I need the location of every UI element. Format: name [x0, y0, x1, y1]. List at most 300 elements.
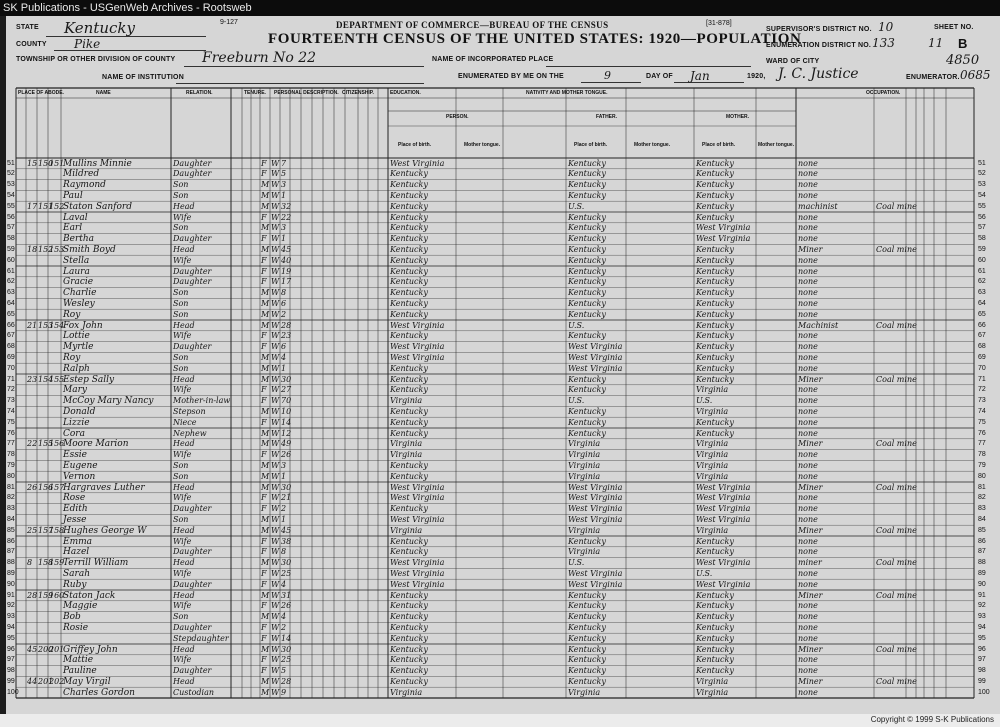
row-number: 59	[7, 245, 15, 253]
row-number-right: 78	[978, 451, 986, 459]
cell-sex: F	[261, 255, 267, 265]
cell-relation: Wife	[173, 568, 192, 578]
cell-age: 28	[281, 676, 292, 686]
cell-race: W	[271, 482, 280, 492]
cell-name: Roy	[63, 352, 81, 363]
cell-father-birth: Kentucky	[568, 266, 606, 276]
cell-family: 154	[38, 374, 54, 384]
cell-mother-birth: Virginia	[696, 460, 729, 470]
cell-birth: Kentucky	[390, 406, 428, 416]
department-line: DEPARTMENT OF COMMERCE—BUREAU OF THE CENSUS	[336, 20, 609, 30]
row-number-right: 77	[978, 440, 986, 448]
row-number: 86	[7, 537, 15, 545]
cell-mother-birth: Virginia	[696, 471, 729, 481]
cell-relation: Son	[173, 363, 189, 373]
cell-sex: F	[261, 277, 267, 287]
row-number: 69	[7, 353, 15, 361]
footer-bar	[0, 714, 1000, 727]
cell-occupation: none	[798, 579, 818, 589]
cell-name: Mary	[63, 385, 87, 396]
cell-age: 26	[281, 450, 292, 460]
cell-age: 1	[281, 514, 287, 524]
column-group-5: PERSONAL DESCRIPTION.	[274, 90, 339, 96]
cell-relation: Son	[173, 190, 189, 200]
cell-name: Sarah	[63, 568, 90, 579]
cell-relation: Head	[173, 590, 195, 600]
column-group-8: NATIVITY AND MOTHER TONGUE.	[526, 90, 608, 96]
cell-dwelling: 22	[27, 439, 38, 449]
cell-mother-birth: Kentucky	[696, 601, 734, 611]
cell-name: Lottie	[63, 331, 90, 342]
cell-birth: West Virginia	[390, 352, 445, 362]
cell-father-birth: West Virginia	[568, 482, 623, 492]
cell-name: Staton Jack	[63, 590, 116, 601]
row-number-right: 73	[978, 397, 986, 405]
cell-birth: Kentucky	[390, 363, 428, 373]
row-number: 55	[7, 202, 15, 210]
cell-occupation: none	[798, 363, 818, 373]
cell-relation: Head	[173, 320, 195, 330]
cell-race: W	[271, 428, 280, 438]
cell-birth: West Virginia	[390, 568, 445, 578]
cell-industry: Coal mine	[876, 244, 917, 254]
cell-name: Eugene	[63, 460, 98, 471]
row-number: 75	[7, 418, 15, 426]
column-group-7: EDUCATION.	[390, 90, 421, 96]
row-number-right: 57	[978, 224, 986, 232]
cell-race: W	[271, 525, 280, 535]
cell-age: 31	[281, 590, 292, 600]
cell-sex: M	[261, 298, 270, 308]
cell-birth: West Virginia	[390, 320, 445, 330]
cell-sex: F	[261, 234, 267, 244]
cell-race: W	[271, 493, 280, 503]
cell-relation: Daughter	[173, 342, 212, 352]
cell-industry: Coal mine	[876, 482, 917, 492]
census-title: FOURTEENTH CENSUS OF THE UNITED STATES: 1920—POPULATION	[268, 31, 802, 47]
cell-father-birth: Kentucky	[568, 601, 606, 611]
cell-name: Rose	[63, 493, 86, 504]
cell-age: 30	[281, 482, 292, 492]
cell-father-birth: Kentucky	[568, 223, 606, 233]
cell-sex: F	[261, 579, 267, 589]
row-number-right: 85	[978, 526, 986, 534]
cell-mother-birth: Kentucky	[696, 612, 734, 622]
cell-sex: M	[261, 190, 270, 200]
row-number: 89	[7, 569, 15, 577]
cell-industry: Coal mine	[876, 201, 917, 211]
row-number-right: 53	[978, 181, 986, 189]
cell-dwelling: 23	[27, 374, 38, 384]
cell-sex: F	[261, 385, 267, 395]
form-code: [31-878]	[706, 20, 732, 27]
cell-relation: Daughter	[173, 169, 212, 179]
cell-father-birth: Kentucky	[568, 406, 606, 416]
row-number: 100	[7, 688, 19, 696]
row-number: 66	[7, 321, 15, 329]
cell-occupation: none	[798, 622, 818, 632]
cell-age: 40	[281, 255, 292, 265]
cell-sex: F	[261, 568, 267, 578]
cell-relation: Son	[173, 223, 189, 233]
row-number: 93	[7, 613, 15, 621]
cell-age: 70	[281, 396, 292, 406]
cell-race: W	[271, 590, 280, 600]
cell-race: W	[271, 212, 280, 222]
cell-occupation: Miner	[798, 244, 823, 254]
cell-industry: Coal mine	[876, 320, 917, 330]
cell-birth: Kentucky	[390, 244, 428, 254]
cell-name: Fox John	[63, 320, 103, 331]
cell-birth: Kentucky	[390, 234, 428, 244]
cell-occupation: none	[798, 255, 818, 265]
cell-relation: Daughter	[173, 266, 212, 276]
row-number: 56	[7, 213, 15, 221]
row-number-right: 90	[978, 580, 986, 588]
cell-father-birth: Kentucky	[568, 644, 606, 654]
cell-mother-birth: West Virginia	[696, 514, 751, 524]
cell-relation: Head	[173, 676, 195, 686]
cell-race: W	[271, 169, 280, 179]
enum-day: 9	[604, 69, 611, 82]
cell-family: 201	[38, 676, 54, 686]
cell-sex: F	[261, 331, 267, 341]
cell-mother-birth: Kentucky	[696, 331, 734, 341]
row-number-right: 94	[978, 623, 986, 631]
cell-name: Earl	[63, 223, 83, 234]
row-number-right: 82	[978, 494, 986, 502]
cell-birth: West Virginia	[390, 579, 445, 589]
row-number: 80	[7, 472, 15, 480]
cell-relation: Wife	[173, 655, 192, 665]
cell-occupation: none	[798, 180, 818, 190]
cell-age: 14	[281, 417, 292, 427]
row-number: 95	[7, 634, 15, 642]
cell-age: 14	[281, 633, 292, 643]
cell-name: Vernon	[63, 471, 96, 482]
cell-sex: F	[261, 493, 267, 503]
cell-dwelling: 45	[27, 644, 38, 654]
cell-occupation: none	[798, 169, 818, 179]
cell-visit: 151	[49, 158, 65, 168]
cell-age: 17	[281, 277, 292, 287]
row-number: 73	[7, 397, 15, 405]
state-value: Kentucky	[64, 19, 135, 37]
cell-sex: M	[261, 471, 270, 481]
cell-occupation: none	[798, 568, 818, 578]
cell-age: 45	[281, 525, 292, 535]
cell-father-birth: U.S.	[568, 396, 585, 406]
cell-mother-birth: Kentucky	[696, 320, 734, 330]
cell-sex: M	[261, 514, 270, 524]
cell-father-birth: West Virginia	[568, 493, 623, 503]
row-number-right: 97	[978, 656, 986, 664]
cell-mother-birth: Kentucky	[696, 363, 734, 373]
cell-birth: Virginia	[390, 525, 423, 535]
cell-occupation: none	[798, 396, 818, 406]
cell-mother-birth: West Virginia	[696, 493, 751, 503]
cell-age: 2	[281, 504, 287, 514]
cell-occupation: none	[798, 352, 818, 362]
row-number: 78	[7, 451, 15, 459]
cell-sex: M	[261, 244, 270, 254]
cell-birth: Kentucky	[390, 612, 428, 622]
cell-race: W	[271, 439, 280, 449]
enum-month: Jan	[690, 69, 710, 83]
cell-age: 49	[281, 439, 292, 449]
cell-name: Gracie	[63, 277, 94, 288]
cell-relation: Wife	[173, 536, 192, 546]
column-group-6: CITIZENSHIP.	[342, 90, 374, 96]
enumerator-name: J. C. Justice	[778, 66, 859, 82]
row-number: 79	[7, 461, 15, 469]
cell-relation: Son	[173, 471, 189, 481]
cell-race: W	[271, 558, 280, 568]
cell-sex: F	[261, 536, 267, 546]
cell-father-birth: Kentucky	[568, 385, 606, 395]
cell-name: Hargraves Luther	[63, 482, 145, 493]
cell-name: Terrill William	[63, 558, 129, 569]
cell-father-birth: Kentucky	[568, 374, 606, 384]
cell-father-birth: Kentucky	[568, 255, 606, 265]
row-number-right: 88	[978, 559, 986, 567]
cell-occupation: Machinist	[798, 320, 839, 330]
cell-name: Emma	[63, 536, 93, 547]
row-number-right: 84	[978, 515, 986, 523]
cell-mother-birth: West Virginia	[696, 482, 751, 492]
cell-race: W	[271, 288, 280, 298]
column-group-9: OCCUPATION.	[866, 90, 901, 96]
cell-visit: 153	[49, 244, 65, 254]
cell-age: 10	[281, 406, 292, 416]
cell-relation: Wife	[173, 385, 192, 395]
cell-birth: Kentucky	[390, 201, 428, 211]
cell-name: Smith Boyd	[63, 244, 116, 255]
cell-relation: Stepson	[173, 406, 206, 416]
row-number-right: 87	[978, 548, 986, 556]
cell-occupation: none	[798, 601, 818, 611]
cell-relation: Wife	[173, 450, 192, 460]
cell-father-birth: U.S.	[568, 201, 585, 211]
cell-relation: Wife	[173, 493, 192, 503]
cell-father-birth: Kentucky	[568, 331, 606, 341]
cell-father-birth: Virginia	[568, 450, 601, 460]
cell-name: Estep Sally	[63, 374, 115, 385]
cell-age: 6	[281, 342, 287, 352]
cell-family: 156	[38, 482, 54, 492]
site-header-bar	[0, 0, 1000, 16]
cell-visit: 154	[49, 320, 65, 330]
copyright-text: Copyright © 1999 S-K Publications	[870, 715, 994, 724]
cell-occupation: none	[798, 190, 818, 200]
cell-father-birth: Virginia	[568, 547, 601, 557]
cell-age: 23	[281, 331, 292, 341]
cell-father-birth: West Virginia	[568, 504, 623, 514]
cell-occupation: none	[798, 385, 818, 395]
row-number: 98	[7, 667, 15, 675]
cell-mother-birth: Kentucky	[696, 536, 734, 546]
row-number: 76	[7, 429, 15, 437]
cell-relation: Son	[173, 180, 189, 190]
supervisor-value: 10	[878, 20, 894, 34]
cell-occupation: none	[798, 655, 818, 665]
row-number: 82	[7, 494, 15, 502]
cell-sex: M	[261, 180, 270, 190]
cell-relation: Daughter	[173, 547, 212, 557]
cell-mother-birth: Kentucky	[696, 590, 734, 600]
cell-mother-birth: Kentucky	[696, 352, 734, 362]
cell-occupation: none	[798, 547, 818, 557]
cell-family: 159	[38, 590, 54, 600]
cell-name: Griffey John	[63, 644, 118, 655]
cell-name: Charlie	[63, 288, 97, 299]
stamp-number-1: 4850	[946, 53, 980, 68]
cell-relation: Daughter	[173, 622, 212, 632]
cell-race: W	[271, 644, 280, 654]
cell-race: W	[271, 601, 280, 611]
enum-district-label: ENUMERATION DISTRICT NO.	[766, 42, 872, 49]
cell-sex: M	[261, 558, 270, 568]
cell-father-birth: Kentucky	[568, 590, 606, 600]
row-number: 72	[7, 386, 15, 394]
cell-birth: Virginia	[390, 439, 423, 449]
cell-family: 150	[38, 158, 54, 168]
cell-birth: West Virginia	[390, 342, 445, 352]
cell-birth: Kentucky	[390, 298, 428, 308]
cell-occupation: none	[798, 633, 818, 643]
cell-race: W	[271, 547, 280, 557]
cell-father-birth: Kentucky	[568, 622, 606, 632]
row-number: 97	[7, 656, 15, 664]
row-number-right: 67	[978, 332, 986, 340]
row-number: 52	[7, 170, 15, 178]
cell-race: W	[271, 298, 280, 308]
cell-age: 8	[281, 288, 287, 298]
cell-birth: Kentucky	[390, 266, 428, 276]
nativity-subgroup: PERSON.	[446, 114, 469, 120]
cell-occupation: none	[798, 514, 818, 524]
cell-family: 153	[38, 320, 54, 330]
year-label: 1920,	[747, 73, 766, 80]
cell-sex: F	[261, 450, 267, 460]
cell-birth: Kentucky	[390, 666, 428, 676]
cell-relation: Daughter	[173, 579, 212, 589]
cell-age: 28	[281, 320, 292, 330]
cell-father-birth: Virginia	[568, 460, 601, 470]
row-number-right: 93	[978, 613, 986, 621]
row-number-right: 86	[978, 537, 986, 545]
row-number-right: 100	[978, 688, 990, 696]
cell-mother-birth: U.S.	[696, 396, 713, 406]
row-number-right: 51	[978, 159, 986, 167]
cell-birth: Kentucky	[390, 547, 428, 557]
cell-age: 1	[281, 363, 287, 373]
cell-age: 22	[281, 212, 292, 222]
cell-family: 158	[38, 558, 54, 568]
cell-relation: Head	[173, 644, 195, 654]
cell-birth: Kentucky	[390, 601, 428, 611]
row-number: 67	[7, 332, 15, 340]
cell-race: W	[271, 180, 280, 190]
cell-age: 38	[281, 536, 292, 546]
cell-dwelling: 25	[27, 525, 38, 535]
row-number: 53	[7, 181, 15, 189]
cell-mother-birth: Kentucky	[696, 244, 734, 254]
cell-family: 151	[38, 201, 54, 211]
cell-race: W	[271, 396, 280, 406]
cell-mother-birth: Virginia	[696, 406, 729, 416]
cell-birth: Kentucky	[390, 212, 428, 222]
cell-family: 200	[38, 644, 54, 654]
cell-father-birth: Kentucky	[568, 190, 606, 200]
row-number-right: 62	[978, 278, 986, 286]
cell-sex: F	[261, 666, 267, 676]
cell-sex: F	[261, 158, 267, 168]
cell-family: 155	[38, 439, 54, 449]
cell-occupation: none	[798, 234, 818, 244]
cell-father-birth: Virginia	[568, 471, 601, 481]
cell-mother-birth: Kentucky	[696, 374, 734, 384]
cell-age: 26	[281, 601, 292, 611]
cell-father-birth: Kentucky	[568, 655, 606, 665]
cell-mother-birth: Virginia	[696, 450, 729, 460]
cell-relation: Head	[173, 558, 195, 568]
cell-occupation: none	[798, 288, 818, 298]
row-number-right: 65	[978, 310, 986, 318]
cell-visit: 157	[49, 482, 65, 492]
cell-mother-birth: Kentucky	[696, 190, 734, 200]
cell-race: W	[271, 514, 280, 524]
sheet-label: SHEET NO.	[934, 24, 974, 31]
cell-birth: Kentucky	[390, 633, 428, 643]
cell-age: 30	[281, 374, 292, 384]
nativity-column-header: Place of birth.	[398, 142, 432, 148]
cell-dwelling: 18	[27, 244, 38, 254]
cell-age: 1	[281, 234, 287, 244]
cell-name: Pauline	[63, 666, 97, 677]
cell-sex: M	[261, 644, 270, 654]
cell-race: W	[271, 374, 280, 384]
cell-race: W	[271, 331, 280, 341]
cell-sex: F	[261, 396, 267, 406]
cell-name: Mattie	[63, 655, 94, 666]
cell-mother-birth: Kentucky	[696, 255, 734, 265]
cell-race: W	[271, 234, 280, 244]
cell-industry: Coal mine	[876, 374, 917, 384]
cell-occupation: none	[798, 277, 818, 287]
cell-relation: Custodian	[173, 687, 215, 697]
cell-occupation: none	[798, 536, 818, 546]
cell-name: Staton Sanford	[63, 201, 132, 212]
nativity-column-header: Mother tongue.	[634, 142, 671, 148]
cell-father-birth: Kentucky	[568, 298, 606, 308]
cell-occupation: Miner	[798, 644, 823, 654]
row-number: 81	[7, 483, 15, 491]
cell-sex: M	[261, 320, 270, 330]
cell-name: Lizzie	[63, 417, 90, 428]
cell-sex: M	[261, 428, 270, 438]
cell-race: W	[271, 255, 280, 265]
cell-relation: Daughter	[173, 277, 212, 287]
cell-race: W	[271, 309, 280, 319]
row-number-right: 95	[978, 634, 986, 642]
cell-name: Maggie	[63, 601, 98, 612]
cell-father-birth: U.S.	[568, 320, 585, 330]
cell-father-birth: Kentucky	[568, 180, 606, 190]
cell-age: 4	[281, 579, 287, 589]
row-number: 83	[7, 505, 15, 513]
cell-father-birth: Kentucky	[568, 666, 606, 676]
